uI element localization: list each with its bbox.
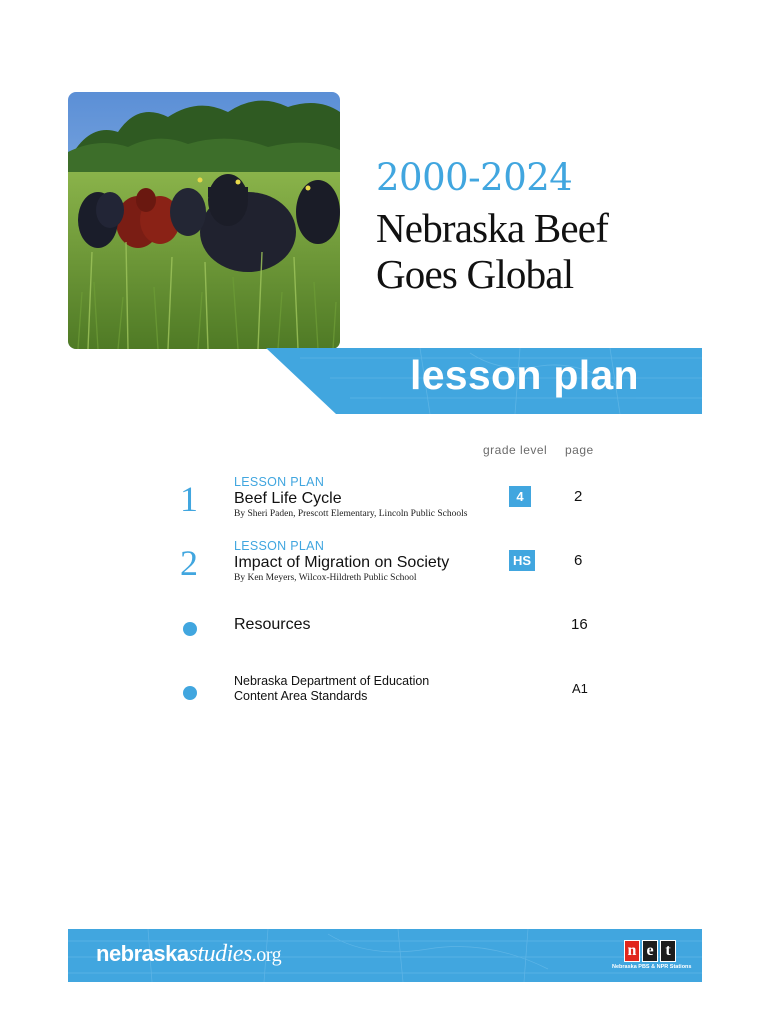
grade-level-header: grade level xyxy=(483,443,548,457)
bullet-dot-icon xyxy=(183,622,197,636)
lesson-page: 2 xyxy=(574,488,583,505)
grade-badge: 4 xyxy=(509,486,531,507)
net-letter-e: e xyxy=(642,940,658,962)
cattle-photo-icon xyxy=(68,92,340,349)
net-letter-n: n xyxy=(624,940,640,962)
brand-tld: .org xyxy=(251,944,282,966)
lesson-byline: By Sheri Paden, Prescott Elementary, Lincoln Public Schools xyxy=(234,509,468,519)
lesson-title[interactable]: Beef Life Cycle xyxy=(234,490,342,507)
cover-photo xyxy=(68,92,340,349)
grade-badge: HS xyxy=(509,550,535,571)
nebraskastudies-logo[interactable] xyxy=(96,941,281,968)
banner-label: lesson plan xyxy=(410,352,639,398)
cover-years: 2000-2024 xyxy=(376,156,573,199)
lesson-page: 6 xyxy=(574,552,583,569)
bullet-dot-icon xyxy=(183,686,197,700)
lesson-byline: By Ken Meyers, Wilcox-Hildreth Public School xyxy=(234,573,417,583)
resources-page: 16 xyxy=(571,616,588,633)
resources-label[interactable]: Resources xyxy=(234,616,311,633)
net-caption: Nebraska PBS & NPR Stations xyxy=(612,964,692,970)
net-logo-icon xyxy=(624,940,676,962)
lesson-number: 1 xyxy=(180,479,198,519)
footer-bar xyxy=(68,929,702,982)
cover-title: Nebraska Beef Goes Global xyxy=(376,205,609,297)
standards-page: A1 xyxy=(572,681,588,696)
lesson-title[interactable]: Impact of Migration on Society xyxy=(234,554,450,571)
lesson-plan-banner xyxy=(0,348,770,414)
standards-line-2[interactable]: Content Area Standards xyxy=(234,689,368,703)
brand-bold: nebraska xyxy=(96,941,189,966)
lesson-number: 2 xyxy=(180,543,198,583)
lesson-kicker: LESSON PLAN xyxy=(234,475,325,489)
brand-italic: studies xyxy=(188,941,252,967)
standards-line-1[interactable]: Nebraska Department of Education xyxy=(234,674,430,688)
page-header: page xyxy=(565,443,594,457)
lesson-kicker: LESSON PLAN xyxy=(234,539,325,553)
net-letter-t: t xyxy=(660,940,676,962)
